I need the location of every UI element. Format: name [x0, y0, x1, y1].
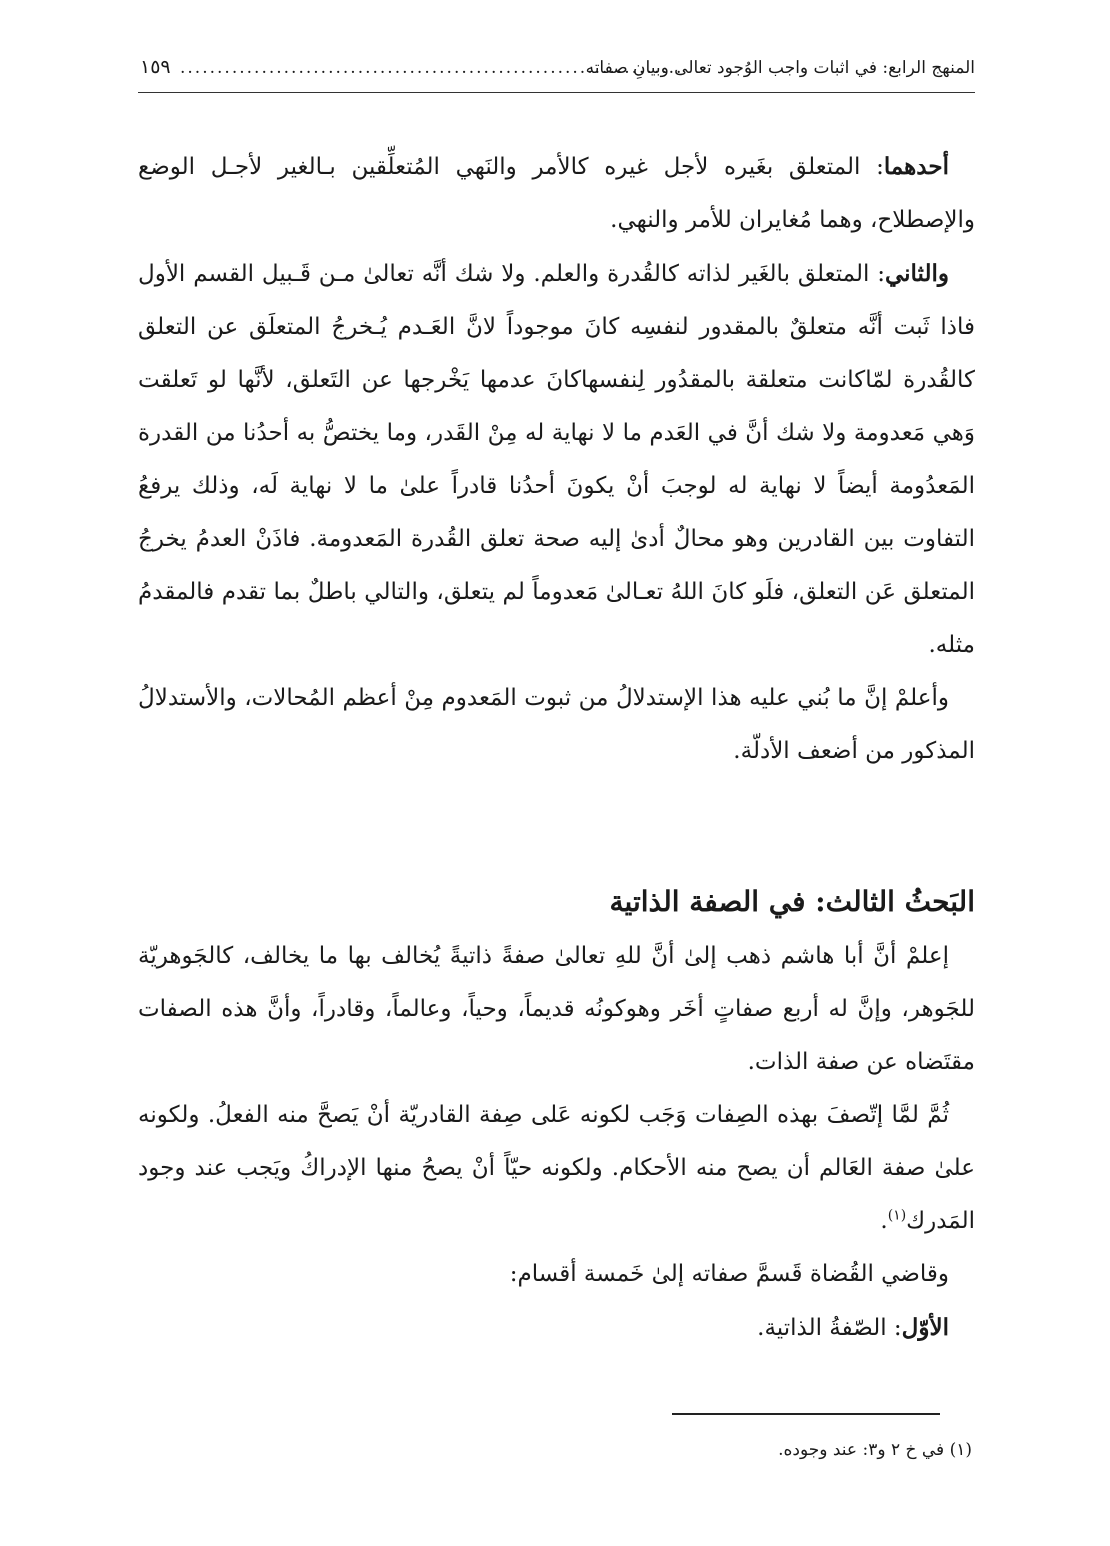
- section-heading-title: في الصفة الذاتية: [609, 885, 806, 918]
- paragraph-third: وأعلمْ إنَّ ما بُني عليه هذا الإستدلالُ من ثبوت المَعدوم مِنْ أعظم المُحالات، والأستدلالُ المذكور من أضعف الأدلّة.: [138, 685, 975, 764]
- running-header: [140, 50, 975, 90]
- header-rule: [138, 92, 975, 93]
- paragraph-seventh: [138, 1301, 975, 1355]
- page-number: ١٥٩: [140, 56, 171, 78]
- paragraph-first-label: أحدهما: [883, 153, 949, 180]
- section-heading-prefix: البَحثُ الثالث:: [805, 885, 975, 918]
- footnote-reference[interactable]: (١): [887, 1207, 907, 1224]
- section-gap: [138, 778, 975, 874]
- paragraph-seventh-label: الأوّل: [901, 1314, 949, 1341]
- paragraph-fifth-text: ثُمَّ لمَّا إتّصفَ بهذه الصِفات وَجَب لكونه عَلى صِفة القادريّة أنْ يَصحَّ منه الفعلُ. ولكونه علىٰ صفة العَالم أن يصح منه الأحكام. ولكونه حيّاً أنْ يصحُ منها الإدراكُ ويَجب عند وجود المَدرك: [138, 1102, 975, 1234]
- header-title: المنهج الرابع: في اثبات واجب الوُجود تعالى وبيانِ صفاته: [585, 58, 975, 78]
- paragraph-first: [138, 140, 975, 247]
- paragraph-second-text: : المتعلق بالغَير لذاته كالقُدرة والعلم. ولا شك أنَّه تعالىٰ مـن قَـبيل القسم الأول فاذا ثَبت أنَّه متعلقٌ بالمقدور لنفسِه كانَ موجوداً لانَّ العَـدم يُـخرجُ المتعلَق عن التعلق كالقُدرة لمّاكانت متعلقة بالمقدُور لِنفسهاكانَ عدمها يَخْرجها عن التَعلق، لأنَّها لو تَعلقت وَهي مَعدومة ولا شك أنَّ في العَدم ما لا نهاية له مِنْ القَدر، وما يختصُّ به أحدُنا من القدرة المَعدُومة أيضاً لا نهاية له لوجبَ أنْ يكونَ أحدُنا قادراً علىٰ ما لا نهاية لَه، وذلك يرفعُ التفاوت بين القادرين وهو محالٌ أدىٰ إليه صحة تعلق القُدرة المَعدومة. فاذَنْ العدمُ يخرجُ المتعلق عَن التعلق، فلَو كانَ اللهُ تعـالىٰ مَعدوماً لم يتعلق، والتالي باطلٌ بما تقدم فالمقدمُ مثله.: [138, 261, 975, 658]
- paragraph-sixth: وقاضي القُضاة قَسمَّ صفاته إلىٰ خَمسة أقسام:: [509, 1261, 949, 1287]
- paragraph-seventh-text: : الصّفةُ الذاتية.: [757, 1315, 902, 1341]
- footnote: (١) في خ ٢ و٣: عند وجوده.: [778, 1440, 972, 1460]
- header-leader-dots: ....................................................................: [180, 58, 684, 78]
- paragraph-fifth-end: .: [880, 1208, 888, 1234]
- section-heading: [138, 874, 975, 930]
- paragraph-fourth: إعلمْ أنَّ أبا هاشم ذهب إلىٰ أنَّ للهِ تعالىٰ صفةً ذاتيةً يُخالف بها ما يخالف، كالجَوهريّة للجَوهر، وإنَّ له أربع صفاتٍ أخَر وهوكونُه قديماً، وحياً، وعالماً، وقادراً، وأنَّ هذه الصفات مقتَضاه عن صفة الذات.: [138, 943, 975, 1075]
- paragraph-fifth: [138, 1089, 975, 1248]
- paragraph-second-label: والثاني: [884, 260, 949, 287]
- main-text: [138, 140, 975, 1355]
- paragraph-second: [138, 247, 975, 672]
- paragraph-first-text: : المتعلق بغَيره لأجل غيره كالأمر والنَهي المُتعلِّقين بـالغير لأجـل الوضع والإصطلاح، وهما مُغايران للأمر والنهي.: [138, 154, 975, 233]
- footnote-rule: [672, 1413, 940, 1415]
